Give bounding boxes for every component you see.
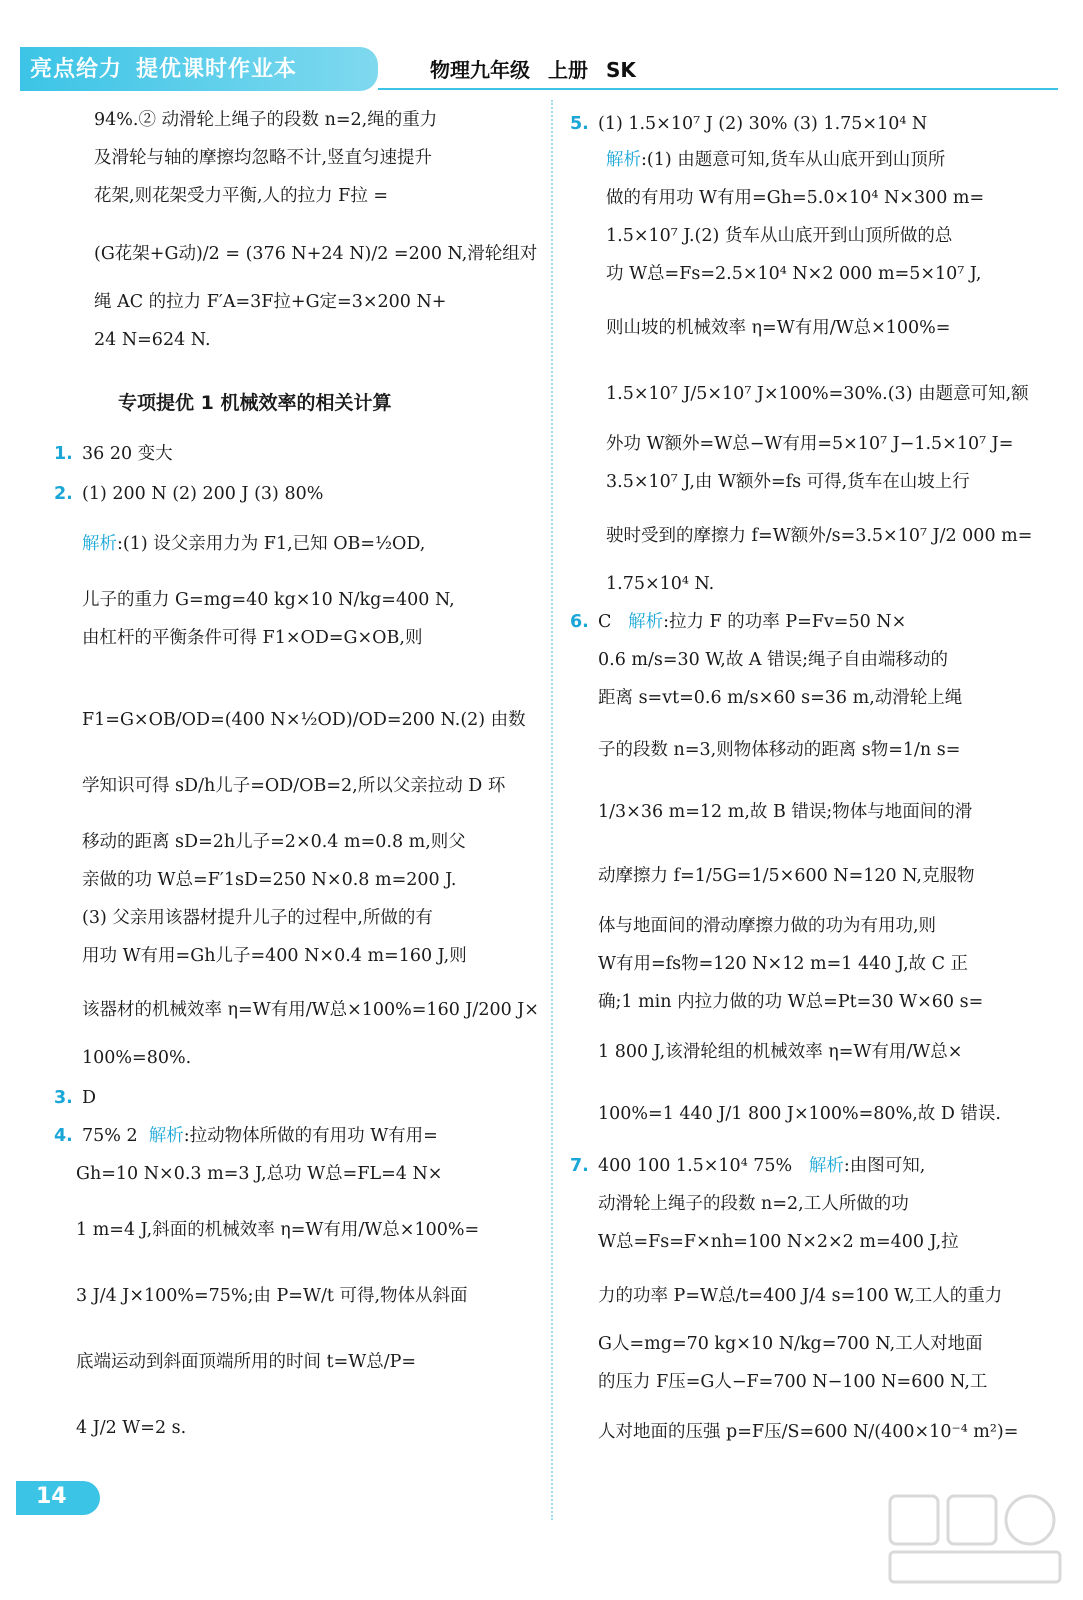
text-line: (3) 父亲用该器材提升儿子的过程中,所做的有 [82, 908, 433, 928]
text-line: 移动的距离 sD=2h儿子=2×0.4 m=0.8 m,则父 [82, 832, 466, 852]
text-line: 花架,则花架受力平衡,人的拉力 F拉 = [94, 186, 389, 206]
analysis-tag: 解析 [628, 612, 664, 632]
text-line: :由图可知, [843, 1156, 926, 1176]
analysis-tag: 解析 [82, 534, 117, 554]
edition-label: SK [606, 58, 636, 82]
text-line: 则山坡的机械效率 η=W有用/W总×100%= [606, 318, 951, 338]
analysis-tag: 解析 [808, 1156, 844, 1176]
brand-title [30, 52, 311, 83]
text-line: 24 N=624 N. [94, 330, 211, 350]
text-line: 100%=1 440 J/1 800 J×100%=80%,故 D 错误. [598, 1104, 1001, 1124]
text-line: 确;1 min 内拉力做的功 W总=Pt=30 W×60 s= [598, 992, 984, 1012]
text-line: 动摩擦力 f=1/5G=1/5×600 N=120 N,克服物 [598, 866, 975, 886]
question-number: 3. [54, 1088, 73, 1108]
text-line: 动滑轮上绳子的段数 n=2,工人所做的功 [598, 1194, 909, 1214]
text-line: 3 J/4 J×100%=75%;由 P=W/t 可得,物体从斜面 [76, 1286, 468, 1306]
answer-line: (1) 200 N (2) 200 J (3) 80% [82, 484, 324, 504]
text-line: 1 800 J,该滑轮组的机械效率 η=W有用/W总× [598, 1042, 963, 1062]
question-number: 2. [54, 484, 73, 504]
text-line: 1.5×10⁷ J.(2) 货车从山底开到山顶所做的总 [606, 226, 953, 246]
page-number: 14 [36, 1484, 67, 1509]
section-title: 专项提优 1 机械效率的相关计算 [118, 392, 392, 414]
text-line: 100%=80%. [82, 1048, 192, 1068]
text-line: :拉动物体所做的有用功 W有用= [183, 1126, 438, 1146]
text-line: 3.5×10⁷ J,由 W额外=fs 可得,货车在山坡上行 [606, 472, 970, 492]
text-line: 做的有用功 W有用=Gh=5.0×10⁴ N×300 m= [606, 188, 985, 208]
question-number: 1. [54, 444, 73, 464]
text-line: 1.75×10⁴ N. [606, 574, 715, 594]
answer-line: (1) 1.5×10⁷ J (2) 30% (3) 1.75×10⁴ N [598, 114, 928, 134]
text-line: F1=G×OB/OD=(400 N×½OD)/OD=200 N.(2) 由数 [82, 710, 526, 730]
text-line: 该器材的机械效率 η=W有用/W总×100%=160 J/200 J× [82, 1000, 539, 1020]
text-line: 的压力 F压=G人−F=700 N−100 N=600 N,工 [598, 1372, 988, 1392]
analysis-tag: 解析 [148, 1126, 184, 1146]
text-line: Gh=10 N×0.3 m=3 J,总功 W总=FL=4 N× [76, 1164, 443, 1184]
question-number: 6. [570, 612, 589, 632]
text-line: 及滑轮与轴的摩擦均忽略不计,竖直匀速提升 [94, 148, 433, 168]
text-line: 94%.② 动滑轮上绳子的段数 n=2,绳的重力 [94, 110, 438, 130]
text-line: 4 J/2 W=2 s. [76, 1418, 187, 1438]
text-line: 底端运动到斜面顶端所用的时间 t=W总/P= [76, 1352, 417, 1372]
question-number: 7. [570, 1156, 589, 1176]
answer-line: 400 100 1.5×10⁴ 75% [598, 1156, 793, 1176]
text-line: W总=Fs=F×nh=100 N×2×2 m=400 J,拉 [598, 1232, 959, 1252]
text-line: 功 W总=Fs=2.5×10⁴ N×2 000 m=5×10⁷ J, [606, 264, 982, 284]
text-line: 1.5×10⁷ J/5×10⁷ J×100%=30%.(3) 由题意可知,额 [606, 384, 1029, 404]
text-line: :(1) 设父亲用力为 F1,已知 OB=½OD, [117, 534, 426, 554]
answer-line: C [598, 612, 612, 632]
text-line: :拉力 F 的功率 P=Fv=50 N× [663, 612, 907, 632]
answer-line: 36 20 变大 [82, 444, 173, 464]
subject-info [430, 54, 654, 83]
text-line: (G花架+G动)/2 = (376 N+24 N)/2 =200 N,滑轮组对 [94, 244, 538, 264]
subject-name: 物理九年级 [430, 58, 530, 82]
text-line: G人=mg=70 kg×10 N/kg=700 N,工人对地面 [598, 1334, 983, 1354]
text-line: W有用=fs物=120 N×12 m=1 440 J,故 C 正 [598, 954, 969, 974]
text-line: 力的功率 P=W总/t=400 J/4 s=100 W,工人的重力 [598, 1286, 1003, 1306]
question-number: 4. [54, 1126, 73, 1146]
page-header [0, 0, 1083, 82]
header-rule [378, 88, 1058, 90]
analysis-tag: 解析 [606, 150, 641, 170]
answer-line: D [82, 1088, 97, 1108]
question-number: 5. [570, 114, 589, 134]
text-line: 0.6 m/s=30 W,故 A 错误;绳子自由端移动的 [598, 650, 949, 670]
text-line: 亲做的功 W总=F′1sD=250 N×0.8 m=200 J. [82, 870, 457, 890]
brand-series: 亮点给力 [30, 57, 123, 82]
text-line: 用功 W有用=Gh儿子=400 N×0.4 m=160 J,则 [82, 946, 467, 966]
text-line: 人对地面的压强 p=F压/S=600 N/(400×10⁻⁴ m²)= [598, 1422, 1019, 1442]
brand-book: 提优课时作业本 [136, 57, 298, 82]
text-line: 儿子的重力 G=mg=40 kg×10 N/kg=400 N, [82, 590, 455, 610]
text-line: 子的段数 n=3,则物体移动的距离 s物=1/n s= [598, 740, 961, 760]
watermark-logo-icon [880, 1488, 1070, 1588]
text-line: 外功 W额外=W总−W有用=5×10⁷ J−1.5×10⁷ J= [606, 434, 1014, 454]
text-line: 距离 s=vt=0.6 m/s×60 s=36 m,动滑轮上绳 [598, 688, 963, 708]
text-line: 1 m=4 J,斜面的机械效率 η=W有用/W总×100%= [76, 1220, 480, 1240]
volume-label: 上册 [548, 58, 588, 82]
text-line: :(1) 由题意可知,货车从山底开到山顶所 [641, 150, 946, 170]
text-line: 学知识可得 sD/h儿子=OD/OB=2,所以父亲拉动 D 环 [82, 776, 506, 796]
text-line: 驶时受到的摩擦力 f=W额外/s=3.5×10⁷ J/2 000 m= [606, 526, 1033, 546]
text-line: 1/3×36 m=12 m,故 B 错误;物体与地面间的滑 [598, 802, 973, 822]
text-line: 由杠杆的平衡条件可得 F1×OD=G×OB,则 [82, 628, 423, 648]
answer-line: 75% 2 [82, 1126, 138, 1146]
column-divider [551, 100, 553, 1520]
text-line: 绳 AC 的拉力 F′A=3F拉+G定=3×200 N+ [94, 292, 447, 312]
text-line: 体与地面间的滑动摩擦力做的功为有用功,则 [598, 916, 937, 936]
